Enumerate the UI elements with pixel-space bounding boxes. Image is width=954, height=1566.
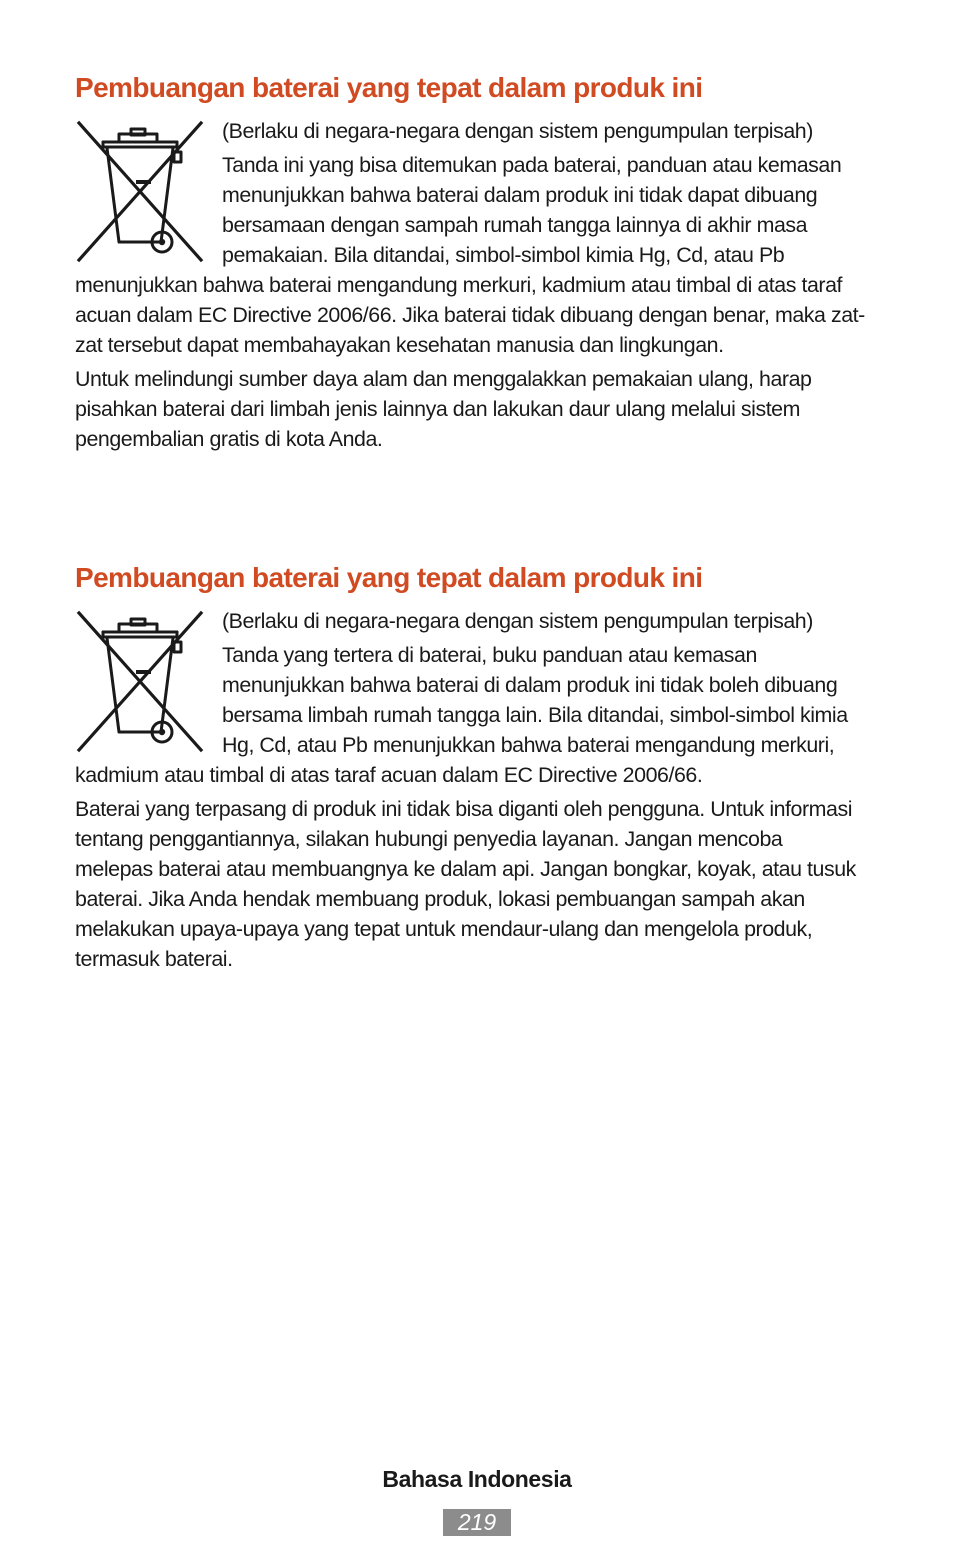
section-paragraph: Baterai yang terpasang di produk ini tidak bisa diganti oleh pengguna. Untuk informasi tentang penggantiannya, silakan hubungi penyedia layanan. Jangan mencoba melepas baterai atau membuangnya ke dalam api. Jangan bongkar, koyak, atau tusuk baterai. Jika Anda hendak membuang produk, lokasi pembuangan sampah akan melakukan upaya-upaya yang tepat untuk mendaur-ulang dan mengelola produk, termasuk baterai. [75, 797, 856, 971]
section-paragraph: (Berlaku di negara-negara dengan sistem pengumpulan terpisah) [222, 119, 813, 143]
section-heading: Pembuangan baterai yang tepat dalam produk ini [75, 72, 703, 103]
battery-disposal-section-1 [75, 70, 865, 458]
crossed-out-wheelie-bin-icon [75, 610, 208, 755]
section-body [75, 116, 865, 454]
crossed-out-wheelie-bin-icon [75, 120, 208, 265]
section-paragraph: Untuk melindungi sumber daya alam dan menggalakkan pemakaian ulang, harap pisahkan baterai dari limbah jenis lainnya dan lakukan daur ulang melalui sistem pengembalian gratis di kota Anda. [75, 367, 812, 451]
section-paragraph: (Berlaku di negara-negara dengan sistem pengumpulan terpisah) [222, 609, 813, 633]
footer-language-label: Bahasa Indonesia [382, 1466, 572, 1492]
page-number-badge: 219 [443, 1509, 511, 1536]
battery-disposal-section-2 [75, 560, 865, 978]
section-paragraph: Tanda ini yang bisa ditemukan pada baterai, panduan atau kemasan menunjukkan bahwa baterai dalam produk ini tidak dapat dibuang bersamaan dengan sampah rumah tangga lainnya di akhir masa pemakaian. Bila ditandai, simbol-simbol kimia Hg, Cd, atau Pb menunjukkan bahwa baterai mengandung merkuri, kadmium atau timbal di atas taraf acuan dalam EC Directive 2006/66. Jika baterai tidak dibuang dengan benar, maka zat-zat tersebut dapat membahayakan kesehatan manusia dan lingkungan. [75, 153, 865, 357]
section-paragraph: Tanda yang tertera di baterai, buku panduan atau kemasan menunjukkan bahwa baterai di dalam produk ini tidak boleh dibuang bersama limbah rumah tangga lain. Bila ditandai, simbol-simbol kimia Hg, Cd, atau Pb menunjukkan bahwa baterai mengandung merkuri, kadmium atau timbal di atas taraf acuan dalam EC Directive 2006/66. [75, 643, 848, 787]
section-body [75, 606, 865, 974]
section-heading: Pembuangan baterai yang tepat dalam produk ini [75, 562, 703, 593]
